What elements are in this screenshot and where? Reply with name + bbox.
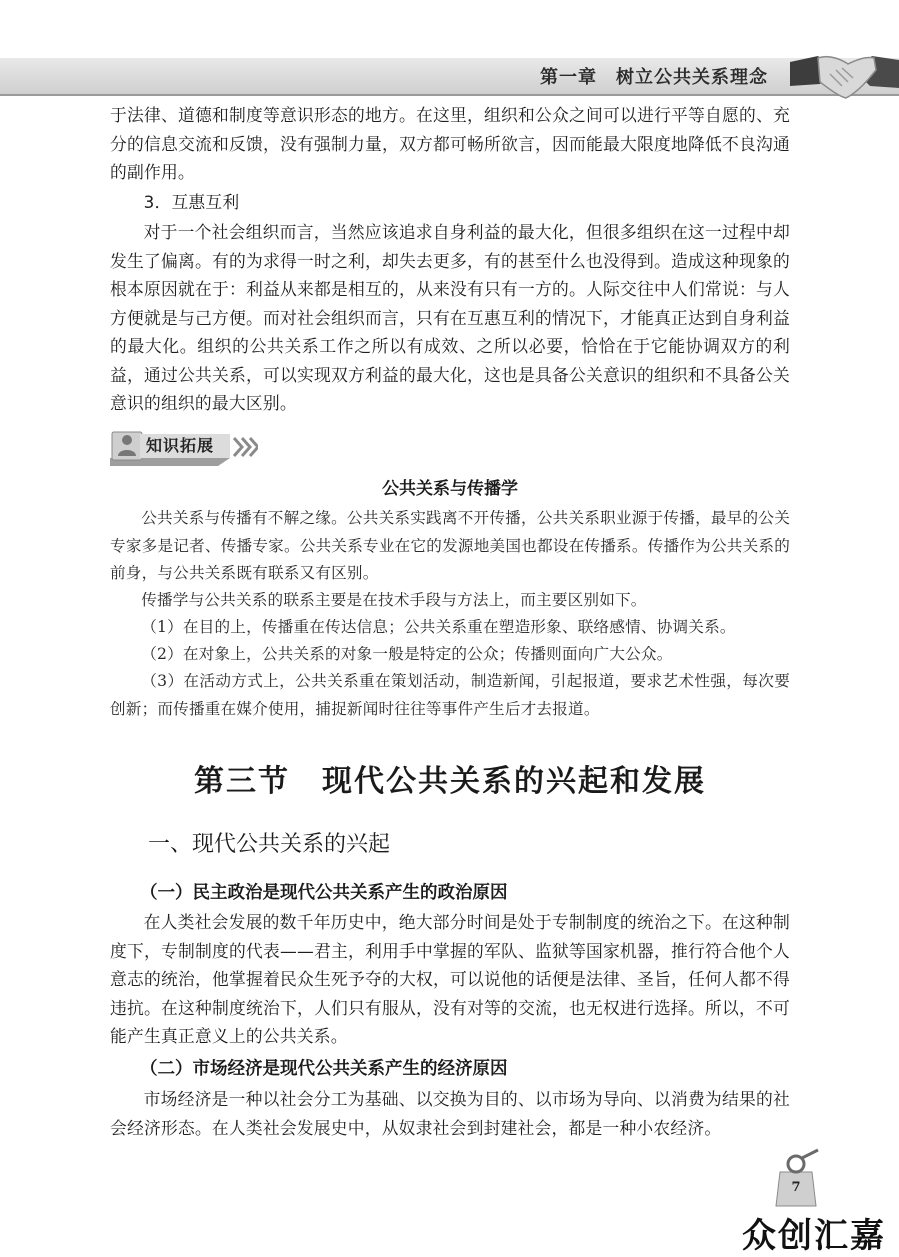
header-rule (0, 94, 899, 96)
watermark-logo: 众创汇嘉 (742, 1216, 886, 1256)
knowledge-badge-label: 知识拓展 (146, 436, 215, 455)
knowledge-box-title: 公共关系与传播学 (382, 479, 518, 499)
knowledge-item-2: （2）在对象上，公共关系的对象一般是特定的公众；传播则面向广大公众。 (141, 645, 673, 663)
chapter-title: 第一章 树立公共关系理念 (540, 67, 768, 88)
page-number: 7 (791, 1180, 801, 1195)
knowledge-item-1: （1）在目的上，传播重在传达信息；公共关系重在塑造形象、联络感情、协调关系。 (141, 618, 736, 636)
sub-body-1: 在人类社会发展的数千年历史中，绝大部分时间是处于专制制度的统治之下。在这种制度下，专制制度的代表——君主，利用手中掌握的军队、监狱等国家机器，推行符合他个人意志的统治，他掌握着民众生死予夺的大权，可以说他的话便是法律、圣旨，任何人都不得违抗。在这种制度统治下，人们只有服从，没有对等的交流，也无权进行选择。所以，不可能产生真正意义上的公共关系。 (110, 912, 790, 1046)
paragraph-continuation: 于法律、道德和制度等意识形态的地方。在这里，组织和公众之间可以进行平等自愿的、充分的信息交流和反馈，没有强制力量，双方都可畅所欲言，因而能最大限度地降低不良沟通的副作用。 (110, 105, 790, 182)
knowledge-para-1: 公共关系与传播有不解之缘。公共关系实践离不开传播，公共关系职业源于传播，最早的公关专家多是记者、传播专家。公共关系专业在它的发源地美国也都设在传播系。传播作为公共关系的前身，与公共关系既有联系又有区别。 (110, 509, 790, 582)
knowledge-para-2: 传播学与公共关系的联系主要是在技术手段与方法上，而主要区别如下。 (141, 591, 647, 609)
sub-heading-2: （二）市场经济是现代公共关系产生的经济原因 (140, 1059, 508, 1079)
page-number-icon (766, 1148, 826, 1208)
knowledge-item-3: （3）在活动方式上，公共关系重在策划活动，制造新闻，引起报道，要求艺术性强，每次要创新；而传播重在媒介使用，捕捉新闻时往往等事件产生后才去报道。 (110, 672, 790, 718)
item3-body: 对于一个社会组织而言，当然应该追求自身利益的最大化，但很多组织在这一过程中却发生了偏离。有的为求得一时之利，却失去更多，有的甚至什么也没得到。造成这种现象的根本原因就在于：利益从来都是相互的，从来没有只有一方的。人际交往中人们常说：与人方便就是与己方便。而对社会组织而言，只有在互惠互利的情况下，才能真正达到自身利益的最大化。组织的公共关系工作之所以有成效、之所以必要，恰恰在于它能协调双方的利益，通过公共关系，可以实现双方利益的最大化，这也是具备公关意识的组织和不具备公关意识的组织的最大区别。 (110, 222, 790, 413)
item3-heading: 3．互惠互利 (143, 192, 240, 212)
sub-body-2: 市场经济是一种以社会分工为基础、以交换为目的、以市场为导向、以消费为结果的社会经济形态。在人类社会发展史中，从奴隶社会到封建社会，都是一种小农经济。 (110, 1089, 790, 1138)
handshake-icon (790, 40, 899, 110)
sub-heading-1: （一）民主政治是现代公共关系产生的政治原因 (140, 883, 508, 903)
subsection-title: 一、现代公共关系的兴起 (148, 832, 391, 857)
section-title: 第三节 现代公共关系的兴起和发展 (194, 764, 706, 799)
